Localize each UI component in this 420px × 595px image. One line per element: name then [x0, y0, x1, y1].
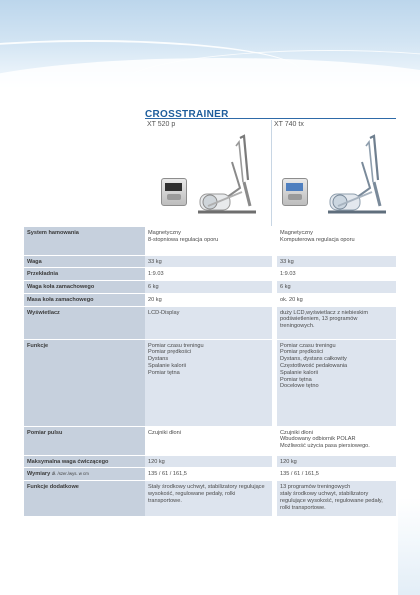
cell-model-1: 120 kg [145, 455, 272, 468]
cell-model-1: Pomiar czasu treningu Pomiar prędkości Dystans Spalanie kalorii Pomiar tętna [145, 339, 272, 426]
model-name-2: XT 740 tx [274, 121, 304, 128]
console-buttons [288, 194, 302, 200]
console-icon [282, 178, 308, 206]
cell-model-2: Magnetyczny Komputerowa regulacja oporu [277, 227, 396, 255]
row-label: Waga koła zamachowego [24, 281, 145, 294]
elliptical-trainer-icon [196, 132, 262, 224]
row-label-main: Wymiary [27, 471, 51, 478]
row-label: Maksymalna waga ćwiczącego [24, 455, 145, 468]
cell-model-2: 13 programów treningowych stały środkowy uchwyt, stabilizatory regulujące wysokość, regulowane pedały, rolki transportowe. [277, 481, 396, 517]
table-row [24, 255, 396, 268]
row-label: Masa koła zamachowego [24, 293, 145, 306]
cell-model-1: 6 kg [145, 281, 272, 294]
console-buttons [167, 194, 181, 200]
cell-model-1: Stały środkowy uchwyt, stabilizatory regulujące wysokość, regulowane pedały, rolki transportowe. [145, 481, 272, 517]
table-row [24, 293, 396, 306]
table-row [24, 468, 396, 481]
cell-model-2: 135 / 61 / 161,5 [277, 468, 396, 481]
cell-model-1: 20 kg [145, 293, 272, 306]
cell-model-1: Czujniki dłoni [145, 426, 272, 455]
table-row [24, 481, 396, 517]
cell-model-1: Magnetyczny 8-stopniowa regulacja oporu [145, 227, 272, 255]
row-label: Funkcje [24, 339, 145, 426]
row-label: Przekładnia [24, 268, 145, 281]
table-row [24, 339, 396, 426]
console-screen [165, 183, 182, 191]
cell-model-1: LCD-Display [145, 306, 272, 339]
cell-model-2: 33 kg [277, 255, 396, 268]
table-row [24, 455, 396, 468]
table-row [24, 306, 396, 339]
elliptical-trainer-icon [326, 132, 392, 224]
table-row [24, 227, 396, 255]
console-screen [286, 183, 303, 191]
row-label: Funkcje dodatkowe [24, 481, 145, 517]
model-name-1: XT 520 p [147, 121, 176, 128]
row-label: Pomiar pulsu [24, 426, 145, 455]
cell-model-1: 33 kg [145, 255, 272, 268]
cell-model-2: 6 kg [277, 281, 396, 294]
cell-model-2: Czujniki dłoni Wbudowany odbiornik POLAR Możliwość użycia pasa piersiowego. [277, 426, 396, 455]
cell-model-1: 135 / 61 / 161,5 [145, 468, 272, 481]
section-title-text: CROSSTRAINER [145, 109, 229, 120]
cell-model-2: 1:9.03 [277, 268, 396, 281]
row-label [24, 468, 145, 481]
page-edge-strip [398, 110, 420, 595]
console-icon [161, 178, 187, 206]
cell-model-1: 1:9.03 [145, 268, 272, 281]
cell-model-2: duży LCD,wyświetlacz z niebieskim podświetleniem, 13 programów treningowych. [277, 306, 396, 339]
table-row [24, 281, 396, 294]
row-label: System hamowania [24, 227, 145, 255]
spec-table [24, 227, 396, 517]
table-row [24, 426, 396, 455]
row-label: Waga [24, 255, 145, 268]
section-title [145, 104, 396, 119]
cell-model-2: Pomiar czasu treningu Pomiar prędkości Dystans, dystans całkowity Częstotliwość pedałowania Spalanie kalorii Pomiar tętna Docelowe tętno [277, 339, 396, 426]
column-divider [271, 120, 272, 226]
table-row [24, 268, 396, 281]
cell-model-2: 120 kg [277, 455, 396, 468]
cell-model-2: ok. 20 kg [277, 293, 396, 306]
header-banner [0, 0, 420, 92]
row-label-unit: dł. /szer./wys. w cm [51, 471, 89, 477]
row-label: Wyświetlacz [24, 306, 145, 339]
